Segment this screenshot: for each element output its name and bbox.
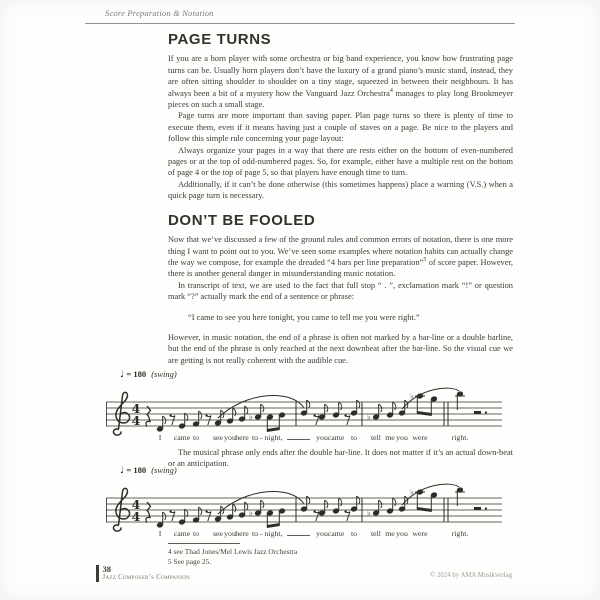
- lyric-word: were: [412, 529, 428, 538]
- paragraph: Always organize your pages in a way that there are rests either on the bottom of even-numbered pages or at the top of odd-numbered pages. So, for example, either have a multiple rest on the bottom of page 4 or the top of page 5, so that players have enough time to turn.: [168, 145, 513, 178]
- quarter-note-icon: ♩: [120, 370, 125, 380]
- lyric-word: tell: [371, 529, 381, 538]
- music-staff: [106, 382, 506, 446]
- quarter-note-icon: ♩: [120, 466, 125, 476]
- footer-bar: [96, 565, 99, 582]
- lyric-word: you: [224, 433, 236, 442]
- footnote-2: 5 See page 25.: [168, 557, 212, 566]
- flat-sign: ♭: [410, 391, 414, 401]
- lyric-word: I: [158, 529, 162, 538]
- lyric-word: to: [350, 529, 358, 538]
- flat-sign: ♭: [249, 412, 253, 422]
- lyric-word: you: [316, 529, 328, 538]
- lyric-word: me: [385, 529, 395, 538]
- book-title: Jazz Composer’s Companion: [102, 574, 190, 581]
- paragraph: In transcript of text, we are used to the fact that full stop “ . ”, exclamation mark “!” or question mark “?” actually mark the end of a sentence or phrase:: [168, 280, 513, 302]
- music-example-1: [106, 369, 510, 446]
- flat-sign: ♭: [249, 508, 253, 518]
- music-staff: [106, 478, 506, 542]
- time-signature-bottom: 4: [131, 509, 141, 524]
- lyric-word: right.: [451, 433, 469, 442]
- lyric-word: you: [396, 529, 408, 538]
- copyright-notice: © 2024 by AMA Musikverlag: [430, 572, 512, 579]
- tempo-marking: ♩ = 180 (swing): [120, 369, 177, 380]
- lyric-word: were: [412, 433, 428, 442]
- lyric-word: right.: [451, 529, 469, 538]
- lyric-word: came: [327, 433, 345, 442]
- time-signature-top: 4: [131, 401, 141, 416]
- lyric-word: I: [158, 433, 162, 442]
- treble-clef-icon: [114, 488, 130, 531]
- section-heading-page-turns: PAGE TURNS: [168, 31, 272, 48]
- paragraph: Additionally, if it can’t be done otherwise (this sometimes happens) place a warning (V.S.) when a quick page turn is necessary.: [168, 179, 513, 201]
- paragraph: However, in music notation, the end of a phrase is often not marked by a bar-line or a double barline, but the end of the phrase is only reached at the next downbeat after the bar-line. So the visual cue we are getting is not really coherent with the audible cue.: [168, 332, 513, 365]
- quote-line: “I came to see you here tonight, you came to tell me you were right.”: [188, 312, 420, 322]
- footnote-ref: 5: [423, 257, 427, 264]
- flat-sign: ♭: [367, 412, 371, 422]
- lyric-word: see: [213, 529, 223, 538]
- time-signature-top: 4: [131, 497, 141, 512]
- running-head: Score Preparation & Notation: [105, 8, 214, 18]
- flat-sign: ♭: [367, 508, 371, 518]
- footnote-1: 4 see Thad Jones/Mel Lewis Jazz Orchestra: [168, 547, 298, 556]
- lyric-word: you: [316, 433, 328, 442]
- lyric-word: to: [192, 529, 200, 538]
- lyric-word: to: [350, 433, 358, 442]
- lyric-word: came: [173, 529, 191, 538]
- quarter-rest-icon: [146, 502, 150, 523]
- paragraph: Page turns are more important than saving paper. Plan page turns so there is plenty of time to execute them, even if it means having just a couple of staves on a page. Be nice to the players and follow this simple rule concerning your page layout:: [168, 111, 513, 144]
- lyric-word: you: [396, 433, 408, 442]
- lyrics-line: [159, 433, 469, 442]
- header-rule: [85, 23, 515, 24]
- lyric-word: tell: [371, 433, 381, 442]
- flat-sign: ♭: [410, 487, 414, 497]
- paragraph: Now that we’ve discussed a few of the ground rules and common errors of notation, there is one more thing I want to point out to you. We’ve seen some examples where notation habits can actually change the way we compose, for example the dreaded “4 bars per line preparation”$^5$ of score paper. However, there is another general danger in misunderstanding music notation.: [168, 235, 513, 279]
- lyrics-line: [159, 529, 469, 538]
- lyric-word: here: [235, 433, 249, 442]
- page-number: 38: [102, 564, 111, 574]
- lyric-word: came: [327, 529, 345, 538]
- footer-left: [96, 565, 190, 582]
- lyric-word: here: [235, 529, 249, 538]
- footnote-ref: 4: [389, 87, 393, 94]
- main-content: [168, 31, 513, 366]
- lyric-word: me: [385, 433, 395, 442]
- lyric-word: you: [224, 529, 236, 538]
- footnote-rule: [168, 543, 240, 544]
- tempo-marking: ♩ = 180 (swing): [120, 465, 177, 476]
- lyric-word: came: [173, 433, 191, 442]
- treble-clef-icon: [114, 392, 130, 435]
- lyric-word: to - night,: [252, 529, 283, 538]
- footnotes: [168, 543, 297, 567]
- lyric-word: to: [192, 433, 200, 442]
- lyric-word: to - night,: [252, 433, 283, 442]
- quarter-rest-icon: [146, 406, 150, 427]
- between-paragraph: The musical phrase only ends after the double bar-line. It does not matter if it’s an actual down-beat or an anticipation.: [168, 448, 513, 469]
- paragraph: If you are a horn player with some orchestra or big band experience, you know how frustrating page turns can be. Usually horn players don’t have the luxury of a grand piano’s music stand, instead, they are often sitting shoulder to shoulder on a tiny stage, squeezed in between their neighbours. It has always been a bit of a mystery how the Vanguard Jazz Orchestra$^4$ manages to play long Brookmeyer pieces on such a small stage.: [168, 54, 513, 110]
- music-example-2: [106, 465, 510, 542]
- time-signature-bottom: 4: [131, 413, 141, 428]
- lyric-word: see: [213, 433, 223, 442]
- section-heading-dont-be-fooled: DON’T BE FOOLED: [168, 211, 316, 229]
